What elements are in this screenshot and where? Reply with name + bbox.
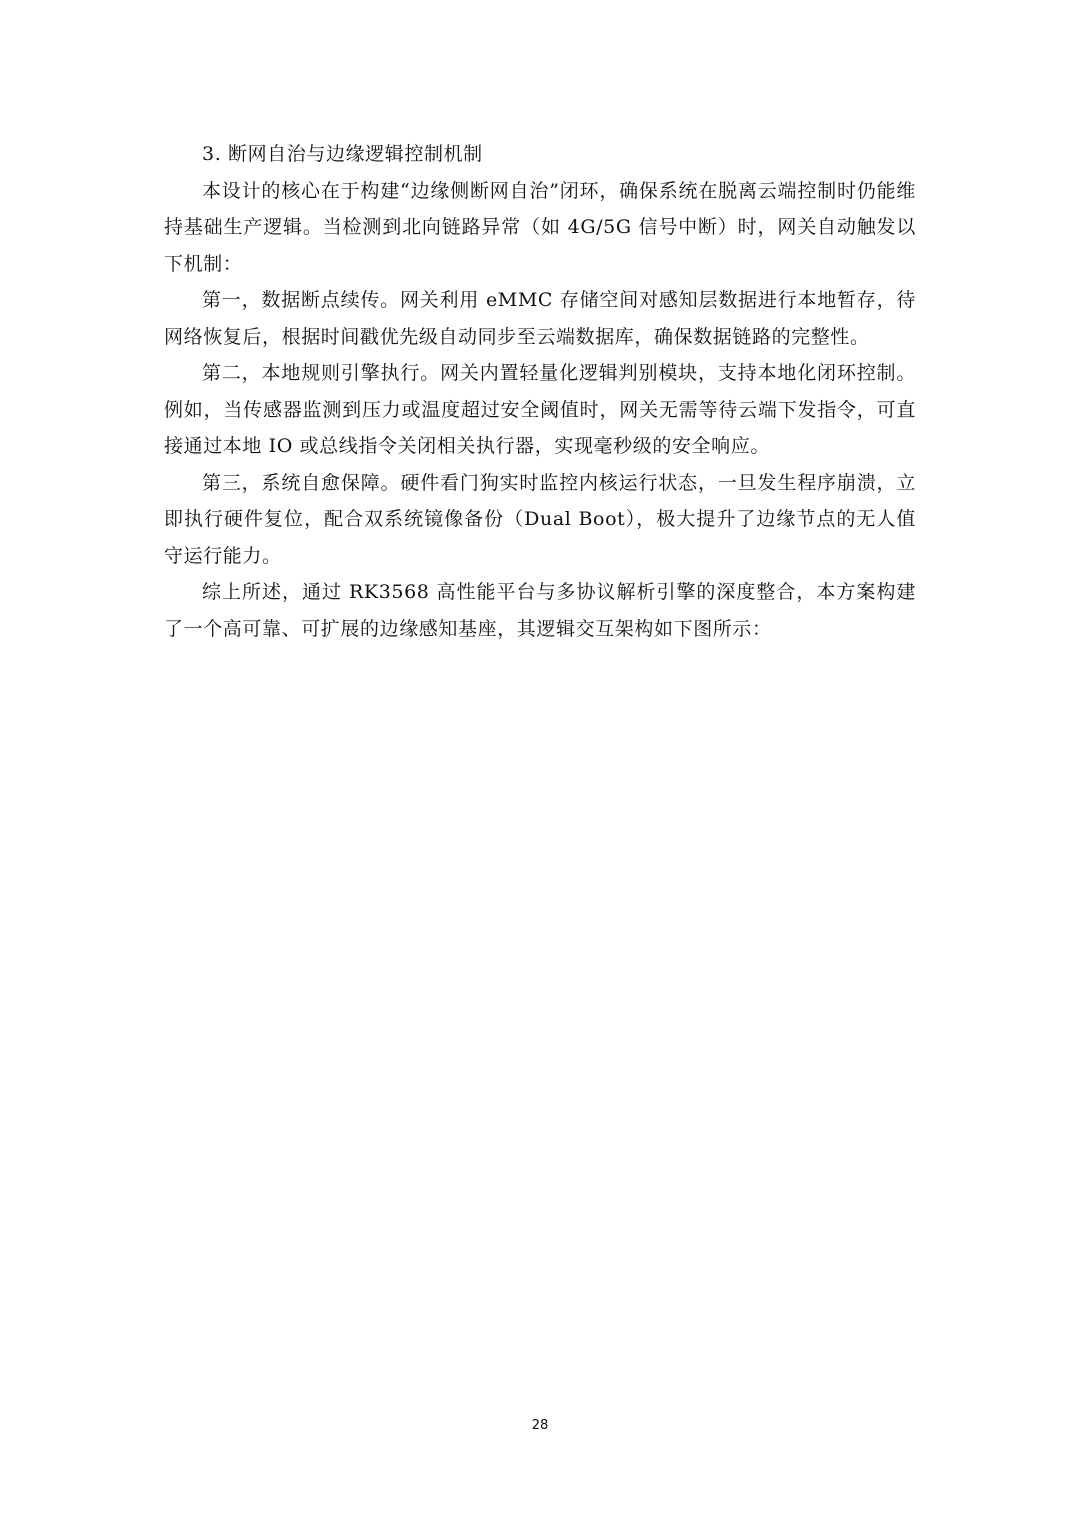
page-number: 28	[531, 1418, 549, 1433]
page-content	[164, 136, 916, 647]
paragraph-third-mechanism: 第三，系统自愈保障。硬件看门狗实时监控内核运行状态，一旦发生程序崩溃，立即执行硬件复位，配合双系统镜像备份（Dual Boot），极大提升了边缘节点的无人值守运行能力。	[164, 471, 916, 567]
paragraph-intro: 本设计的核心在于构建“边缘侧断网自治”闭环，确保系统在脱离云端控制时仍能维持基础生产逻辑。当检测到北向链路异常（如 4G/5G 信号中断）时，网关自动触发以下机制：	[164, 179, 916, 275]
paragraph-second-mechanism: 第二，本地规则引擎执行。网关内置轻量化逻辑判别模块，支持本地化闭环控制。例如，当传感器监测到压力或温度超过安全阈值时，网关无需等待云端下发指令，可直接通过本地 IO 或总线指令关闭相关执行器，实现毫秒级的安全响应。	[164, 362, 916, 457]
section-heading: 3. 断网自治与边缘逻辑控制机制	[202, 143, 483, 165]
paragraph-summary: 综上所述，通过 RK3568 高性能平台与多协议解析引擎的深度整合，本方案构建了一个高可靠、可扩展的边缘感知基座，其逻辑交互架构如下图所示：	[164, 581, 916, 640]
paragraph-first-mechanism: 第一，数据断点续传。网关利用 eMMC 存储空间对感知层数据进行本地暂存，待网络恢复后，根据时间戳优先级自动同步至云端数据库，确保数据链路的完整性。	[164, 289, 916, 348]
